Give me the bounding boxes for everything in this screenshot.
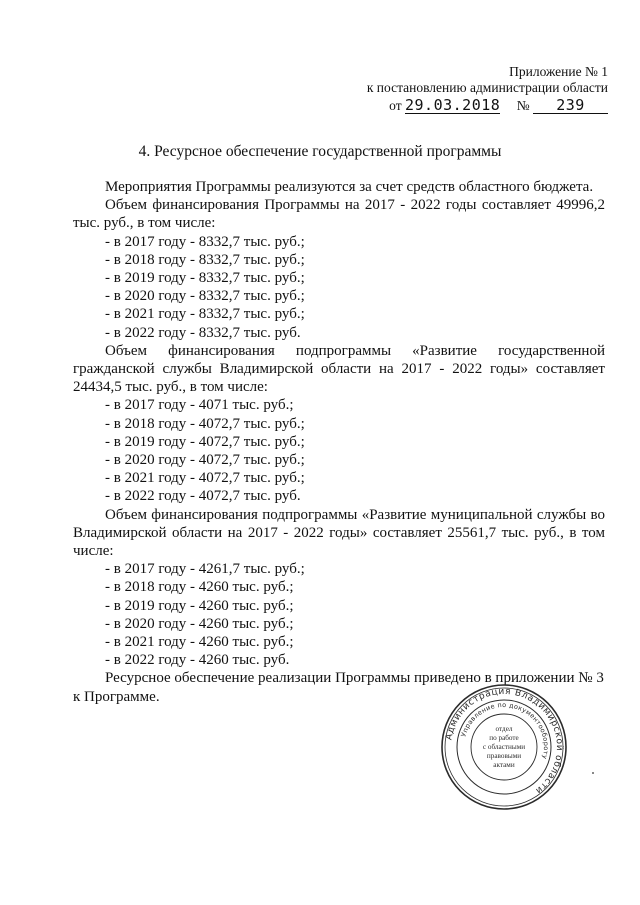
official-seal <box>440 683 568 811</box>
municipal-service-line-1: Объем финансирования подпрограммы «Развитие муниципальной службы во <box>105 506 605 523</box>
municipal-service-year-item: - в 2017 году - 4261,7 тыс. руб.; <box>105 561 305 578</box>
date-prefix: от <box>389 98 402 113</box>
resolution-reference: к постановлению администрации области <box>366 80 608 95</box>
resolution-number: 239 <box>533 97 608 114</box>
appendix-header <box>367 64 608 114</box>
civil-service-year-item: - в 2017 году - 4071 тыс. руб.; <box>105 397 294 414</box>
municipal-service-year-item: - в 2022 году - 4260 тыс. руб. <box>105 652 290 669</box>
municipal-service-year-item: - в 2019 году - 4260 тыс. руб.; <box>105 597 294 614</box>
section-title: 4. Ресурсное обеспечение государственной программы <box>138 143 502 160</box>
seal-center-line: отдел <box>495 725 513 733</box>
civil-service-line-1: Объем финансирования подпрограммы «Развитие государственной <box>105 342 605 359</box>
resolution-date: 29.03.2018 <box>404 96 501 114</box>
intro-paragraph: Мероприятия Программы реализуются за счет средств областного бюджета. <box>105 179 594 195</box>
civil-service-line-2: гражданской службы Владимирской области на 2017 - 2022 годы» составляет <box>73 361 605 378</box>
municipal-service-line-3: числе: <box>73 543 114 560</box>
program-year-item: - в 2018 году - 8332,7 тыс. руб.; <box>105 251 305 268</box>
closing-line-2: к Программе. <box>73 688 160 705</box>
civil-service-line-3: 24434,5 тыс. руб., в том числе: <box>73 379 268 396</box>
civil-service-year-item: - в 2019 году - 4072,7 тыс. руб.; <box>105 433 305 450</box>
seal-inner-ring-text: Управление по документообороту <box>459 700 551 761</box>
program-year-item: - в 2017 году - 8332,7 тыс. руб.; <box>105 233 305 250</box>
civil-service-year-item: - в 2022 году - 4072,7 тыс. руб. <box>105 488 301 505</box>
program-funding-line-2: тыс. руб., в том числе: <box>73 215 216 232</box>
date-number-line <box>367 97 608 114</box>
program-year-item: - в 2019 году - 8332,7 тыс. руб.; <box>105 270 305 287</box>
municipal-service-year-item: - в 2021 году - 4260 тыс. руб.; <box>105 634 294 651</box>
seal-center-line: актами <box>493 761 515 769</box>
number-prefix: № <box>516 98 530 113</box>
municipal-service-line-2: Владимирской области на 2017 - 2022 годы» составляет 25561,7 тыс. руб., в том <box>73 524 605 541</box>
program-funding-line-1: Объем финансирования Программы на 2017 - 2022 годы составляет 49996,2 <box>105 197 605 214</box>
appendix-title: Приложение № 1 <box>509 64 608 79</box>
seal-outer-ring-text: Администрация Владимирской области <box>444 686 565 796</box>
seal-center-line: по работе <box>489 734 519 742</box>
document-body <box>73 178 605 706</box>
civil-service-year-item: - в 2020 году - 4072,7 тыс. руб.; <box>105 452 305 469</box>
program-year-item: - в 2021 году - 8332,7 тыс. руб.; <box>105 306 305 323</box>
program-year-item: - в 2022 году - 8332,7 тыс. руб. <box>105 324 301 341</box>
scan-speck <box>592 772 594 774</box>
civil-service-year-item: - в 2018 году - 4072,7 тыс. руб.; <box>105 415 305 432</box>
program-year-item: - в 2020 году - 8332,7 тыс. руб.; <box>105 288 305 305</box>
seal-center-line: правовыми <box>486 752 522 760</box>
municipal-service-year-item: - в 2020 году - 4260 тыс. руб.; <box>105 615 294 632</box>
municipal-service-year-item: - в 2018 году - 4260 тыс. руб.; <box>105 579 294 596</box>
civil-service-year-item: - в 2021 году - 4072,7 тыс. руб.; <box>105 470 305 487</box>
seal-center-line: с областными <box>482 743 526 751</box>
closing-line-1: Ресурсное обеспечение реализации Программы приведено в приложении № 3 <box>105 670 604 687</box>
